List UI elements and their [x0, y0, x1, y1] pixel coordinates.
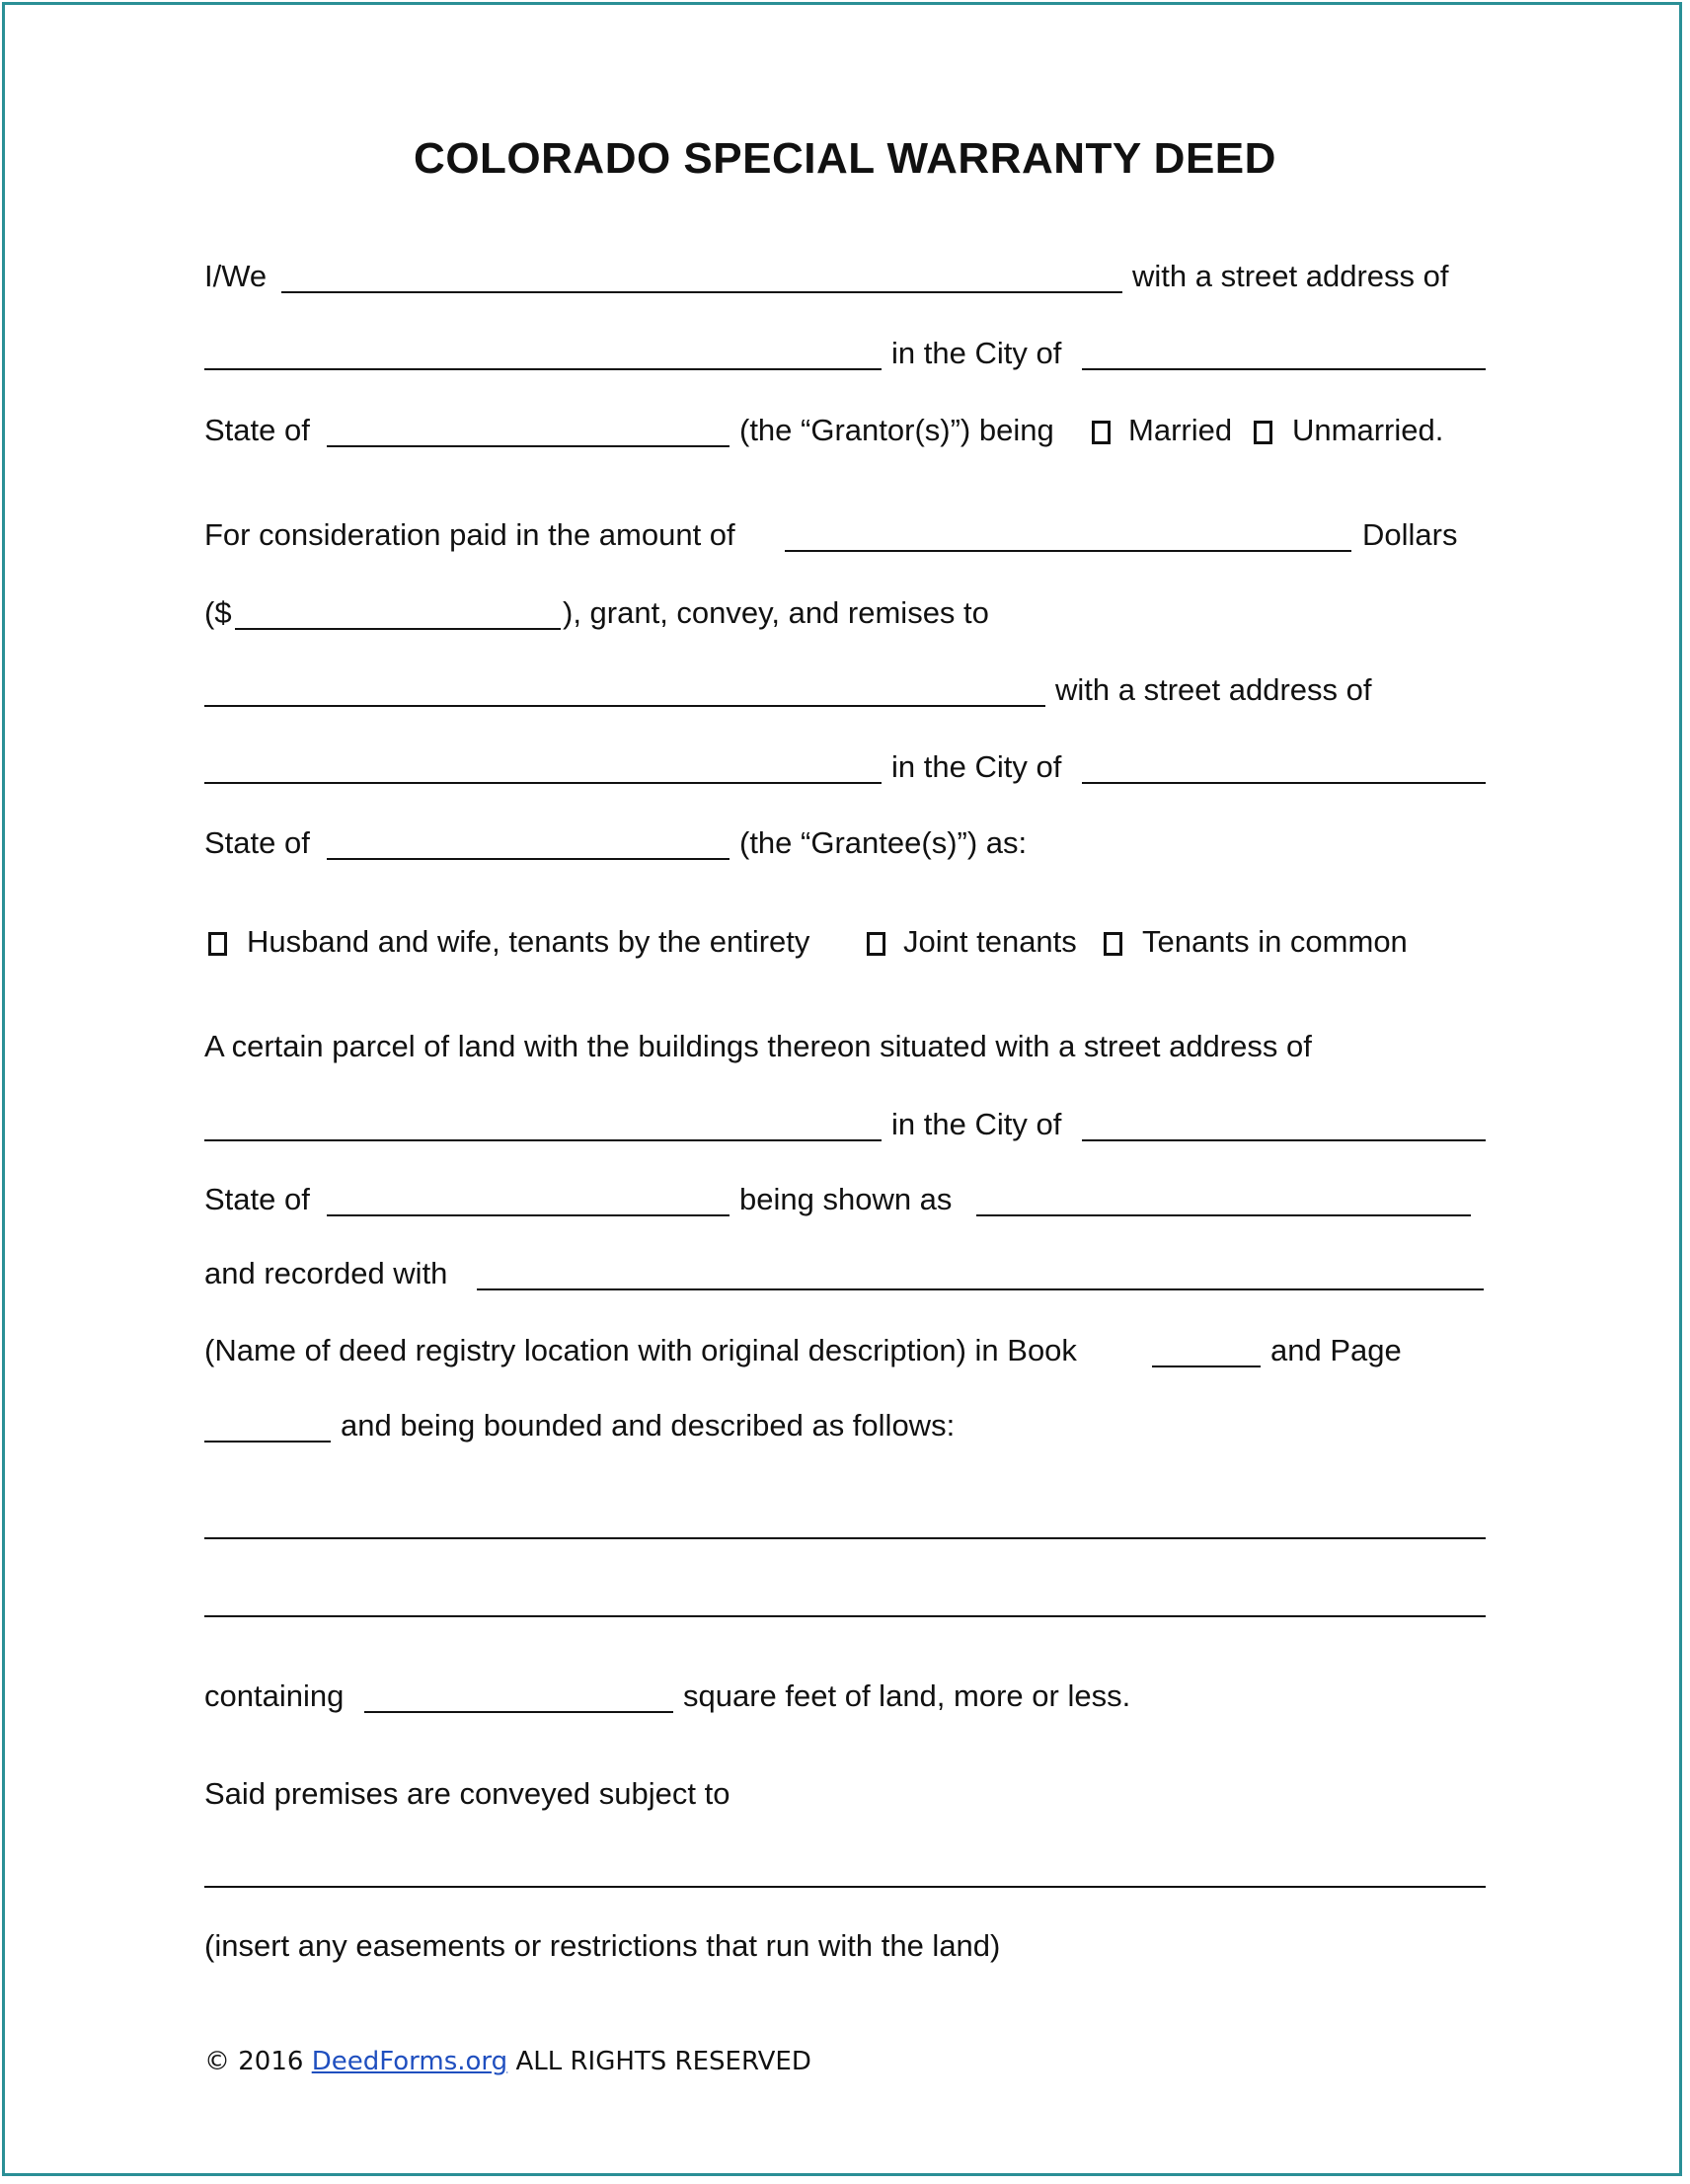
iwe-label: I/We	[204, 259, 268, 293]
consideration-amount-field[interactable]	[785, 550, 1351, 552]
page-field[interactable]	[204, 1441, 331, 1443]
copyright-text: © 2016	[204, 2047, 304, 2076]
parcel-intro-label: A certain parcel of land with the buildings thereon situated with a street address of	[204, 1029, 1312, 1063]
and-page-label: and Page	[1270, 1333, 1402, 1367]
containing-label: containing	[204, 1678, 345, 1713]
grantor-being-label: (the “Grantor(s)”) being	[739, 413, 1054, 447]
grantor-street-label: with a street address of	[1132, 259, 1449, 293]
being-shown-label: being shown as	[739, 1182, 953, 1216]
being-shown-field[interactable]	[976, 1214, 1471, 1216]
unmarried-label: Unmarried.	[1292, 413, 1444, 447]
grantee-street-label: with a street address of	[1055, 672, 1372, 707]
tenants-common-checkbox[interactable]	[1104, 932, 1122, 956]
grantor-city-label: in the City of	[891, 336, 1062, 370]
parcel-city-field[interactable]	[1082, 1139, 1486, 1141]
joint-tenants-label: Joint tenants	[903, 924, 1077, 959]
parcel-street-field[interactable]	[204, 1139, 882, 1141]
grant-convey-label: ), grant, convey, and remises to	[563, 595, 989, 630]
grantee-state-field[interactable]	[327, 858, 730, 860]
recorded-with-field[interactable]	[477, 1288, 1484, 1290]
registry-note-label: (Name of deed registry location with original description) in Book	[204, 1333, 1077, 1367]
bounded-label: and being bounded and described as follows:	[341, 1408, 956, 1443]
husband-wife-checkbox[interactable]	[208, 932, 227, 956]
square-feet-field[interactable]	[364, 1711, 673, 1713]
grantor-street-field[interactable]	[204, 368, 882, 370]
grantee-city-label: in the City of	[891, 749, 1062, 784]
rights-text: ALL RIGHTS RESERVED	[515, 2047, 811, 2076]
square-feet-label: square feet of land, more or less.	[683, 1678, 1131, 1713]
grantor-city-field[interactable]	[1082, 368, 1486, 370]
description-line-2[interactable]	[204, 1615, 1486, 1617]
deedforms-link[interactable]: DeedForms.org	[311, 2047, 508, 2076]
grantee-city-field[interactable]	[1082, 782, 1486, 784]
grantee-as-label: (the “Grantee(s)”) as:	[739, 825, 1028, 860]
dollar-open-label: ($	[204, 595, 232, 630]
grantor-state-field[interactable]	[327, 445, 730, 447]
grantee-street-field[interactable]	[204, 782, 882, 784]
recorded-with-label: and recorded with	[204, 1256, 448, 1290]
parcel-city-label: in the City of	[891, 1107, 1062, 1141]
married-checkbox[interactable]	[1092, 421, 1111, 444]
footer	[204, 2045, 811, 2078]
description-line-1[interactable]	[204, 1537, 1486, 1539]
grantee-state-label: State of	[204, 825, 310, 860]
parcel-state-field[interactable]	[327, 1214, 730, 1216]
page-border	[2, 2, 1682, 2176]
husband-wife-label: Husband and wife, tenants by the entirety	[247, 924, 810, 959]
joint-tenants-checkbox[interactable]	[867, 932, 885, 956]
easements-note-label: (insert any easements or restrictions that run with the land)	[204, 1928, 1001, 1963]
consideration-label: For consideration paid in the amount of	[204, 517, 735, 552]
grantor-state-label: State of	[204, 413, 310, 447]
book-field[interactable]	[1152, 1365, 1261, 1367]
unmarried-checkbox[interactable]	[1254, 421, 1272, 444]
tenants-common-label: Tenants in common	[1142, 924, 1408, 959]
subject-to-field[interactable]	[204, 1886, 1486, 1888]
grantor-name-field[interactable]	[281, 291, 1122, 293]
dollar-amount-field[interactable]	[235, 628, 561, 630]
subject-to-label: Said premises are conveyed subject to	[204, 1776, 730, 1811]
married-label: Married	[1128, 413, 1233, 447]
parcel-state-label: State of	[204, 1182, 310, 1216]
grantee-name-field[interactable]	[204, 705, 1045, 707]
document-title: COLORADO SPECIAL WARRANTY DEED	[414, 134, 1276, 183]
dollars-label: Dollars	[1362, 517, 1458, 552]
